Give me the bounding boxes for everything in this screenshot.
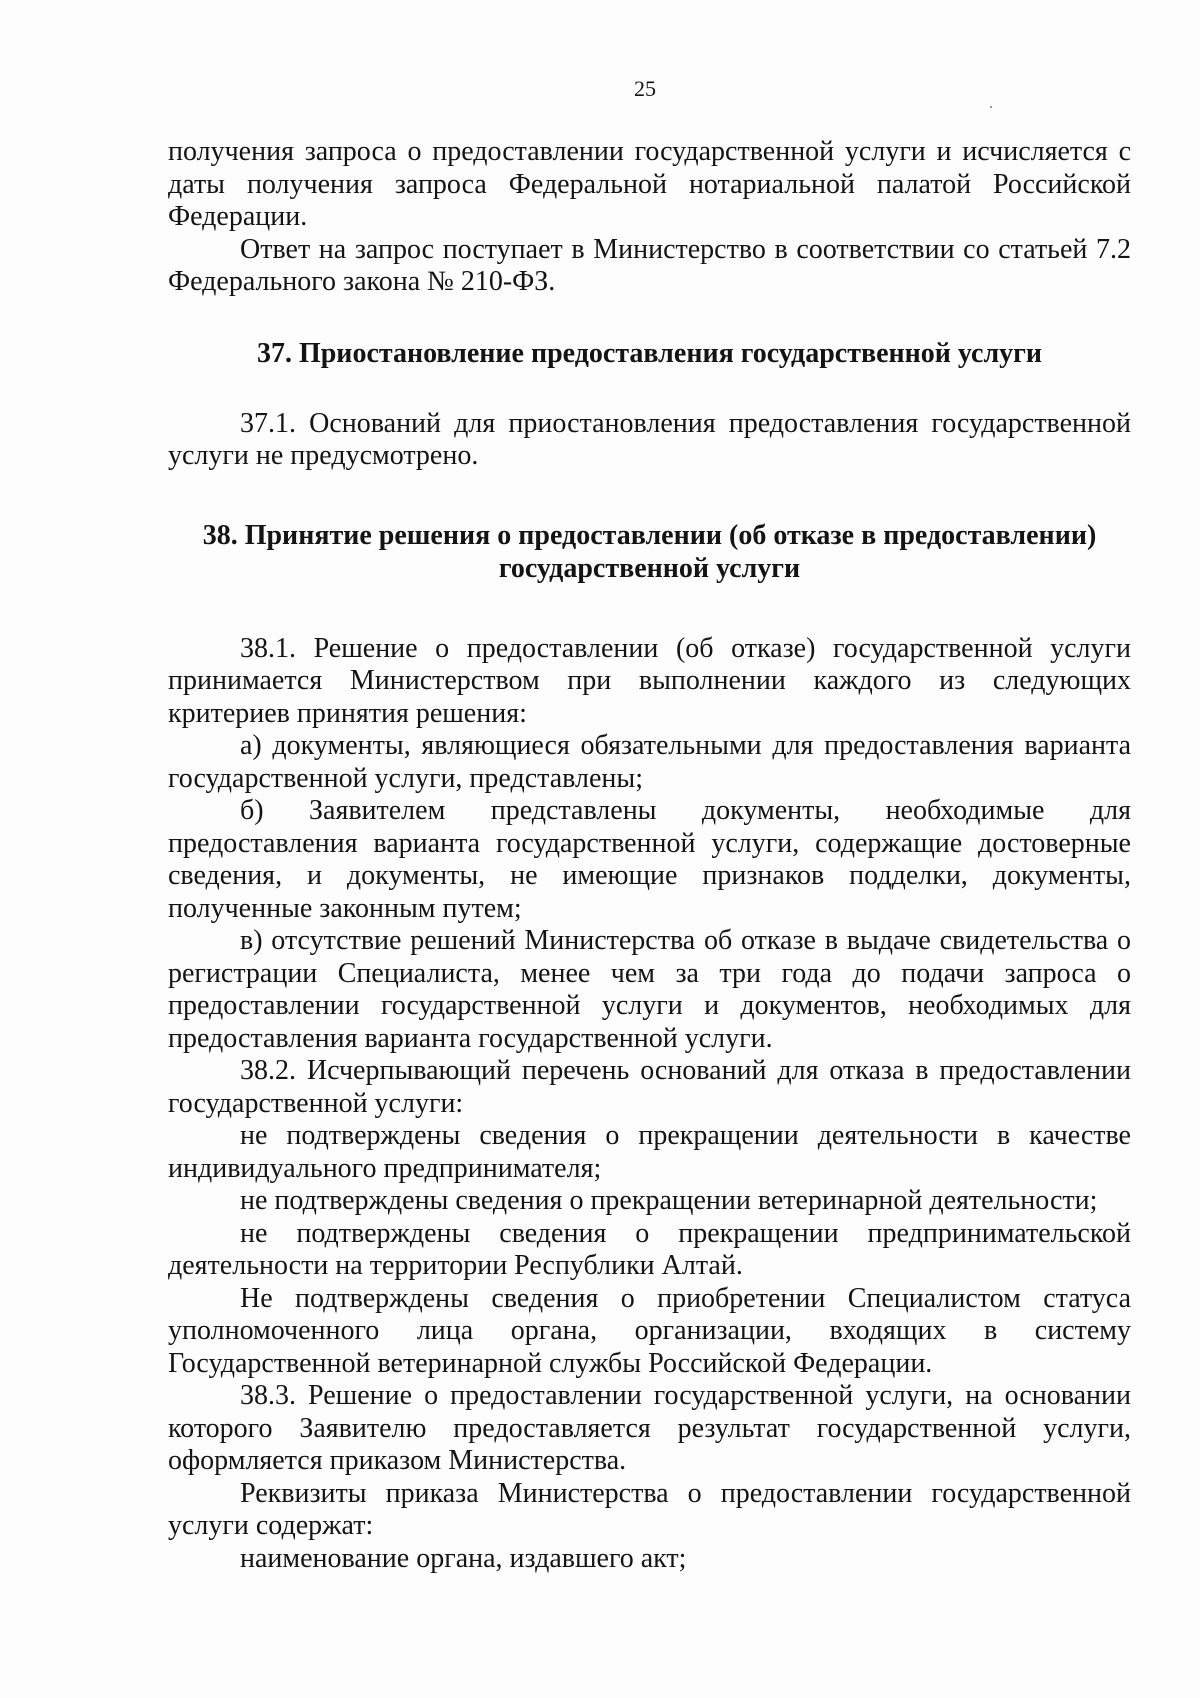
list-item-38-1-v: в) отсутствие решений Министерства об отказе в выдаче свидетельства о регистрации Специалиста, менее чем за три года до подачи запроса о предоставлении государственной услуги и документов, необходимых для предоставления варианта государственной услуги. (168, 925, 1131, 1054)
list-item-38-1-b: б) Заявителем представлены документы, необходимые для предоставления варианта государственной услуги, содержащие достоверные сведения, и документы, не имеющие признаков подделки, документы, полученные законным путем; (168, 795, 1131, 924)
list-item-38-1-a: а) документы, являющиеся обязательными для предоставления варианта государственной услуги, представлены; (168, 730, 1131, 794)
paragraph-38-2: 38.2. Исчерпывающий перечень оснований для отказа в предоставлении государственной услуги: (168, 1055, 1131, 1119)
list-item-38-2-a: не подтверждены сведения о прекращении деятельности в качестве индивидуального предпринимателя; (168, 1120, 1131, 1184)
section-heading-38-line2: государственной услуги (498, 552, 801, 584)
paragraph-38-1: 38.1. Решение о предоставлении (об отказе) государственной услуги принимается Министерством при выполнении каждого из следующих критериев принятия решения: (168, 632, 1131, 729)
paragraph-38-3: 38.3. Решение о предоставлении государственной услуги, на основании которого Заявителю предоставляется результат государственной услуги, оформляется приказом Министерства. (168, 1380, 1131, 1476)
list-item-38-2-c: не подтверждены сведения о прекращении предпринимательской деятельности на территории Республики Алтай. (168, 1217, 1131, 1281)
section-heading-38 (168, 519, 1131, 585)
paragraph-response: Ответ на запрос поступает в Министерство в соответствии со статьей 7.2 Федерального закона № 210-ФЗ. (168, 233, 1131, 297)
section-heading-38-line1: 38. Принятие решения о предоставлении (об отказе в предоставлении) (202, 519, 1097, 551)
paragraph-continuation: получения запроса о предоставлении государственной услуги и исчисляется с даты получения запроса Федеральной нотариальной палатой Российской Федерации. (168, 136, 1131, 232)
document-body (168, 136, 1131, 1575)
page-number: 25 (634, 76, 656, 101)
paragraph-37-1: 37.1. Оснований для приостановления предоставления государственной услуги не предусмотрено. (168, 407, 1131, 471)
list-item-38-2-b: не подтверждены сведения о прекращении ветеринарной деятельности; (240, 1185, 1098, 1216)
list-item-38-3-1: наименование органа, издавшего акт; (240, 1542, 687, 1574)
list-item-38-2-d: Не подтверждены сведения о приобретении Специалистом статуса уполномоченного лица органа, организации, входящих в систему Государственной ветеринарной службы Российской Федерации. (168, 1282, 1131, 1379)
scan-speck (990, 106, 992, 108)
section-heading-37: 37. Приостановление предоставления государственной услуги (256, 337, 1043, 369)
paragraph-38-3-requisites: Реквизиты приказа Министерства о предоставлении государственной услуги содержат: (168, 1477, 1131, 1541)
